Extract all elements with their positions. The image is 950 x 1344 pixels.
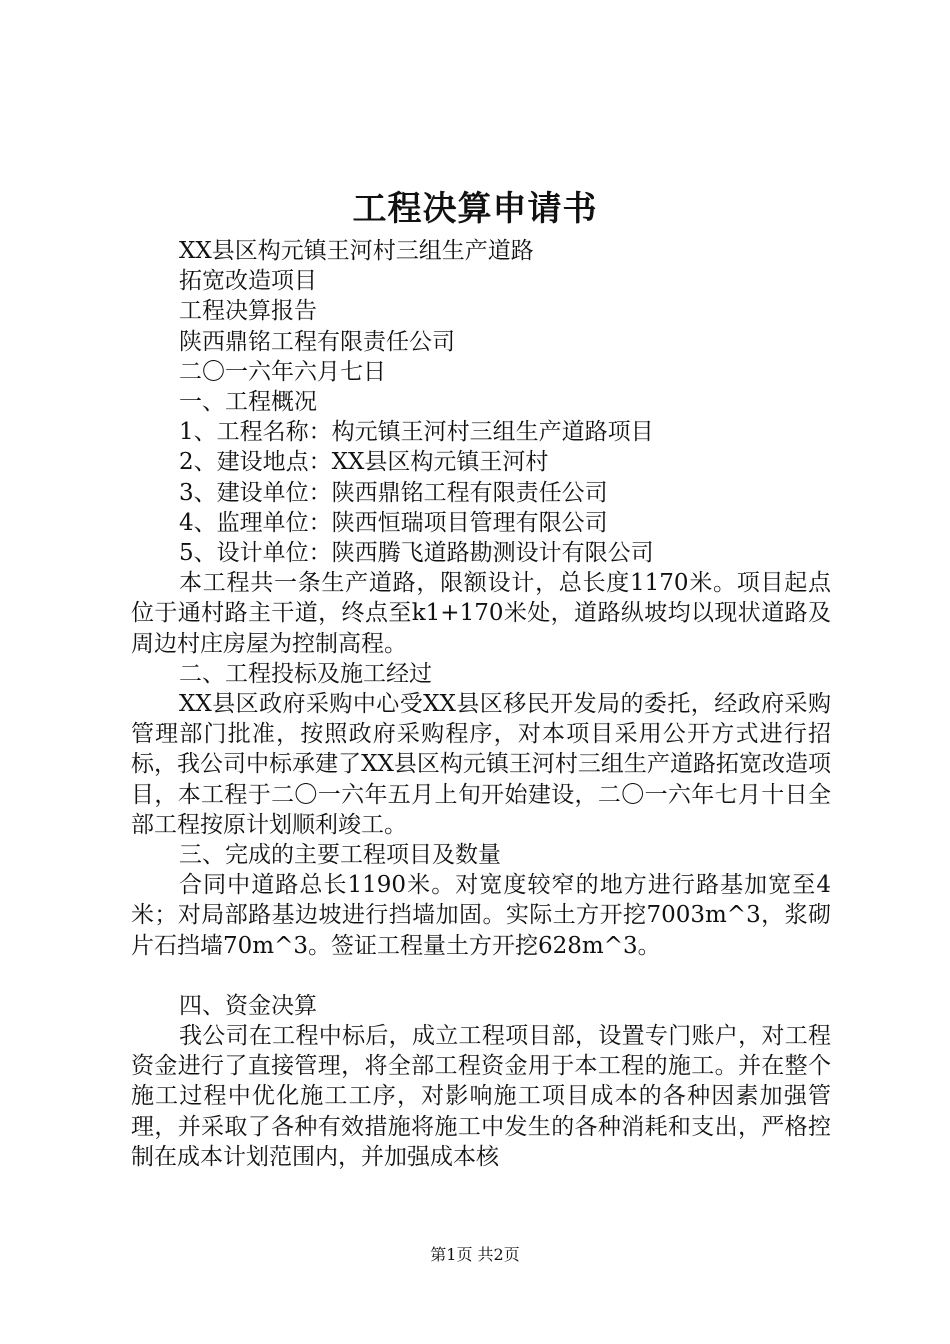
list-item: 1、工程名称：构元镇王河村三组生产道路项目 bbox=[179, 419, 654, 446]
cover-line-report: 工程决算报告 bbox=[179, 298, 317, 325]
quantities-paragraph: 合同中道路总长1190米。对宽度较窄的地方进行路基加宽至4米；对局部路基边坡进行挡墙加固。实际土方开挖7003m^3，浆砌片石挡墙70m^3。签证工程量土方开挖628m^3。 bbox=[131, 872, 831, 959]
section-heading-overview: 一、工程概况 bbox=[179, 389, 317, 416]
section-heading-funds: 四、资金决算 bbox=[179, 992, 317, 1019]
bidding-paragraph: XX县区政府采购中心受XX县区移民开发局的委托，经政府采购管理部门批准，按照政府采购程序，对本项目采用公开方式进行招标，我公司中标承建了XX县区构元镇王河村三组生产道路拓宽改造项目，本工程于二〇一六年五月上旬开始建设，二〇一六年七月十日全部工程按原计划顺利竣工。 bbox=[131, 691, 831, 838]
document-body bbox=[131, 236, 831, 1172]
section-heading-quantities: 三、完成的主要工程项目及数量 bbox=[179, 842, 501, 869]
blank-line bbox=[131, 961, 831, 991]
section-heading-bidding: 二、工程投标及施工经过 bbox=[179, 660, 432, 687]
list-item: 5、设计单位：陕西腾飞道路勘测设计有限公司 bbox=[179, 540, 654, 567]
cover-line-date: 二〇一六年六月七日 bbox=[179, 358, 386, 385]
list-item: 4、监理单位：陕西恒瑞项目管理有限公司 bbox=[179, 509, 608, 536]
overview-paragraph: 本工程共一条生产道路，限额设计，总长度1170米。项目起点位于通村路主干道，终点至k1+170米处，道路纵坡均以现状道路及周边村庄房屋为控制高程。 bbox=[131, 570, 831, 657]
funds-paragraph: 我公司在工程中标后，成立工程项目部，设置专门账户，对工程资金进行了直接管理，将全部工程资金用于本工程的施工。并在整个施工过程中优化施工工序，对影响施工项目成本的各种因素加强管理，并采取了各种有效措施将施工中发生的各种消耗和支出，严格控制在成本计划范围内，并加强成本核 bbox=[131, 1023, 831, 1170]
cover-line-project: XX县区构元镇王河村三组生产道路 bbox=[179, 238, 534, 264]
page-number-footer: 第1页 共2页 bbox=[430, 1245, 520, 1264]
list-item: 2、建设地点：XX县区构元镇王河村 bbox=[179, 449, 549, 476]
cover-line-company: 陕西鼎铭工程有限责任公司 bbox=[179, 328, 455, 355]
list-item: 3、建设单位：陕西鼎铭工程有限责任公司 bbox=[179, 479, 608, 506]
cover-line-project-cont: 拓宽改造项目 bbox=[179, 268, 317, 295]
document-title: 工程决算申请书 bbox=[352, 189, 598, 229]
